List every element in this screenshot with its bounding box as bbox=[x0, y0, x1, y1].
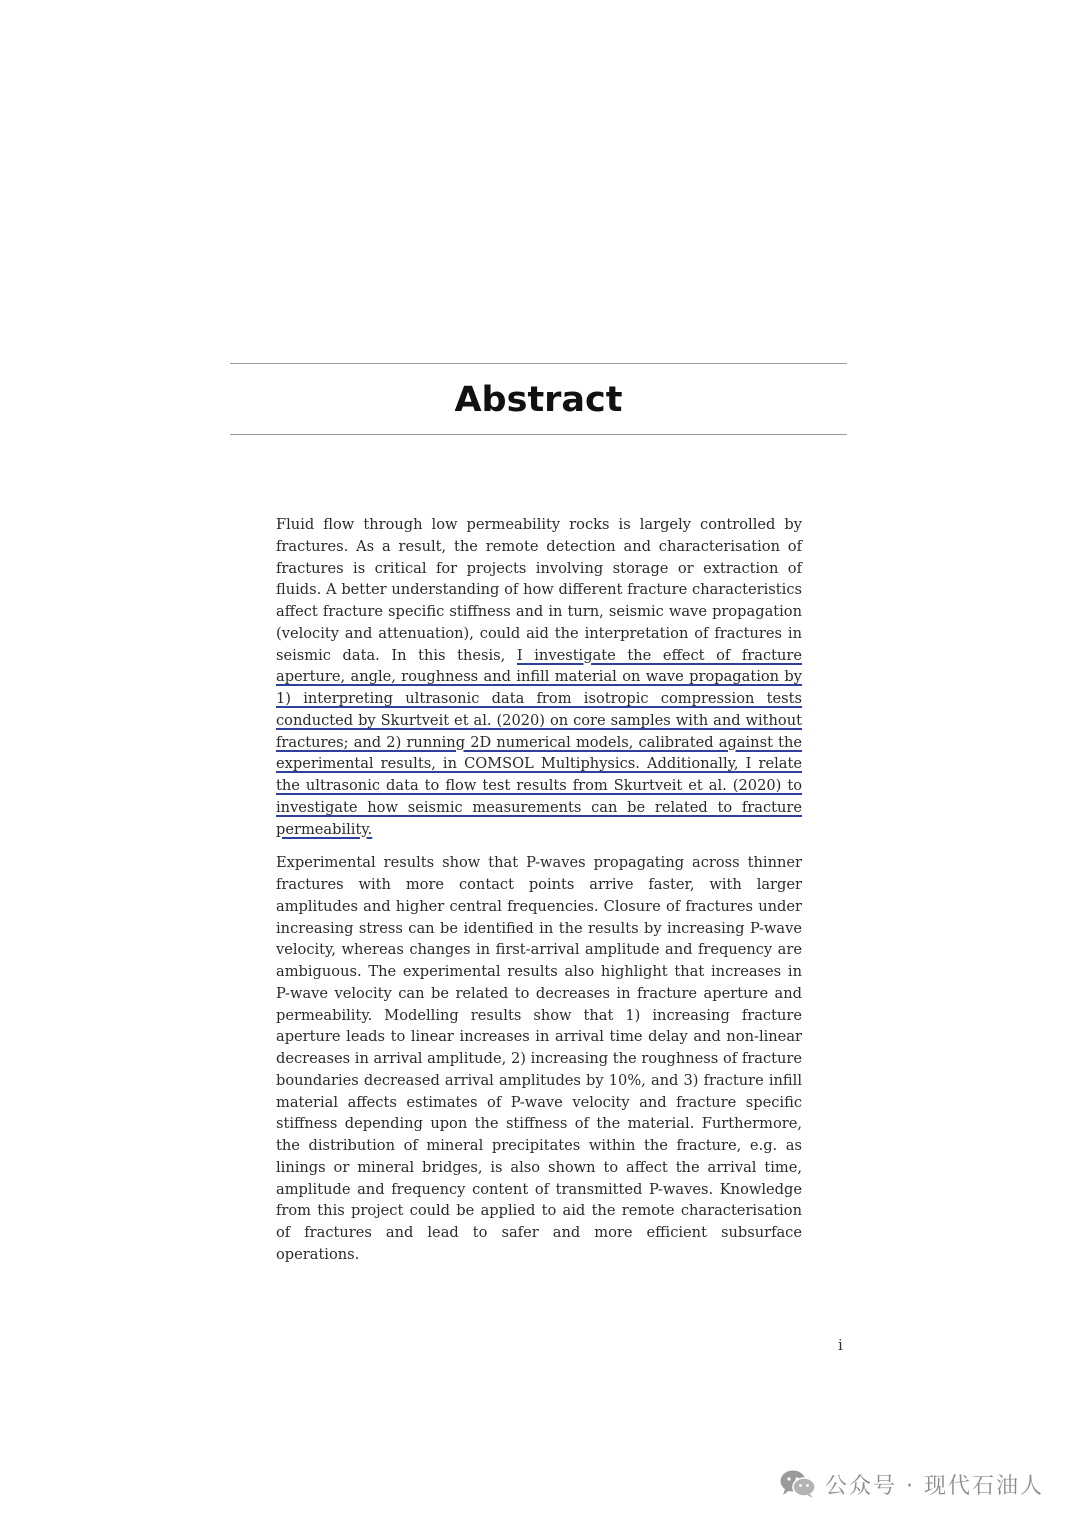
title-rule-top bbox=[230, 363, 847, 364]
page-number: i bbox=[838, 1336, 843, 1354]
abstract-body bbox=[276, 514, 802, 1266]
watermark bbox=[779, 1462, 1044, 1506]
title-rule-bottom bbox=[230, 434, 847, 435]
abstract-paragraph-1 bbox=[276, 514, 802, 840]
highlighted-text: I investigate the effect of fracture aperture, angle, roughness and infill material on wave propagation by 1) interpreting ultrasonic data from isotropic compression tests conducted by Skurtveit et al. (2020) on core samples with and without fractures; and 2) running 2D numerical models, calibrated against the experimental results, in COMSOL Multiphysics. Additionally, I relate the ultrasonic data to flow test results from Skurtveit et al. (2020) to investigate how seismic measurements can be related to fracture permeability. bbox=[276, 646, 802, 838]
watermark-text: 公众号 · 现代石油人 bbox=[825, 1473, 1044, 1499]
abstract-paragraph-2: Experimental results show that P-waves propagating across thinner fractures with more contact points arrive faster, with larger amplitudes and higher central frequencies. Closure of fractures under increasing stress can be identified in the results by increasing P-wave velocity, whereas changes in first-arrival amplitude and frequency are ambiguous. The experimental results also highlight that increases in P-wave velocity can be related to decreases in fracture aperture and permeability. Modelling results show that 1) increasing fracture aperture leads to linear increases in arrival time delay and non-linear decreases in arrival amplitude, 2) increasing the roughness of fracture boundaries decreased arrival amplitudes by 10%, and 3) fracture infill material affects estimates of P-wave velocity and fracture specific stiffness depending upon the stiffness of the material. Furthermore, the distribution of mineral precipitates within the fracture, e.g. as linings or mineral bridges, is also shown to affect the arrival time, amplitude and frequency content of transmitted P-waves. Knowledge from this project could be applied to aid the remote characterisation of fractures and lead to safer and more efficient subsurface operations. bbox=[276, 854, 802, 1263]
paragraph-text: Fluid flow through low permeability rocks is largely controlled by fractures. As a result, the remote detection and characterisation of fractures is critical for projects involving storage or extraction of fluids. A better understanding of how different fracture characteristics affect fracture specific stiffness and in turn, seismic wave propagation (velocity and attenuation), could aid the interpretation of fractures in seismic data. In this thesis, bbox=[276, 516, 802, 664]
page-title: Abstract bbox=[454, 380, 623, 420]
wechat-icon bbox=[779, 1469, 817, 1499]
